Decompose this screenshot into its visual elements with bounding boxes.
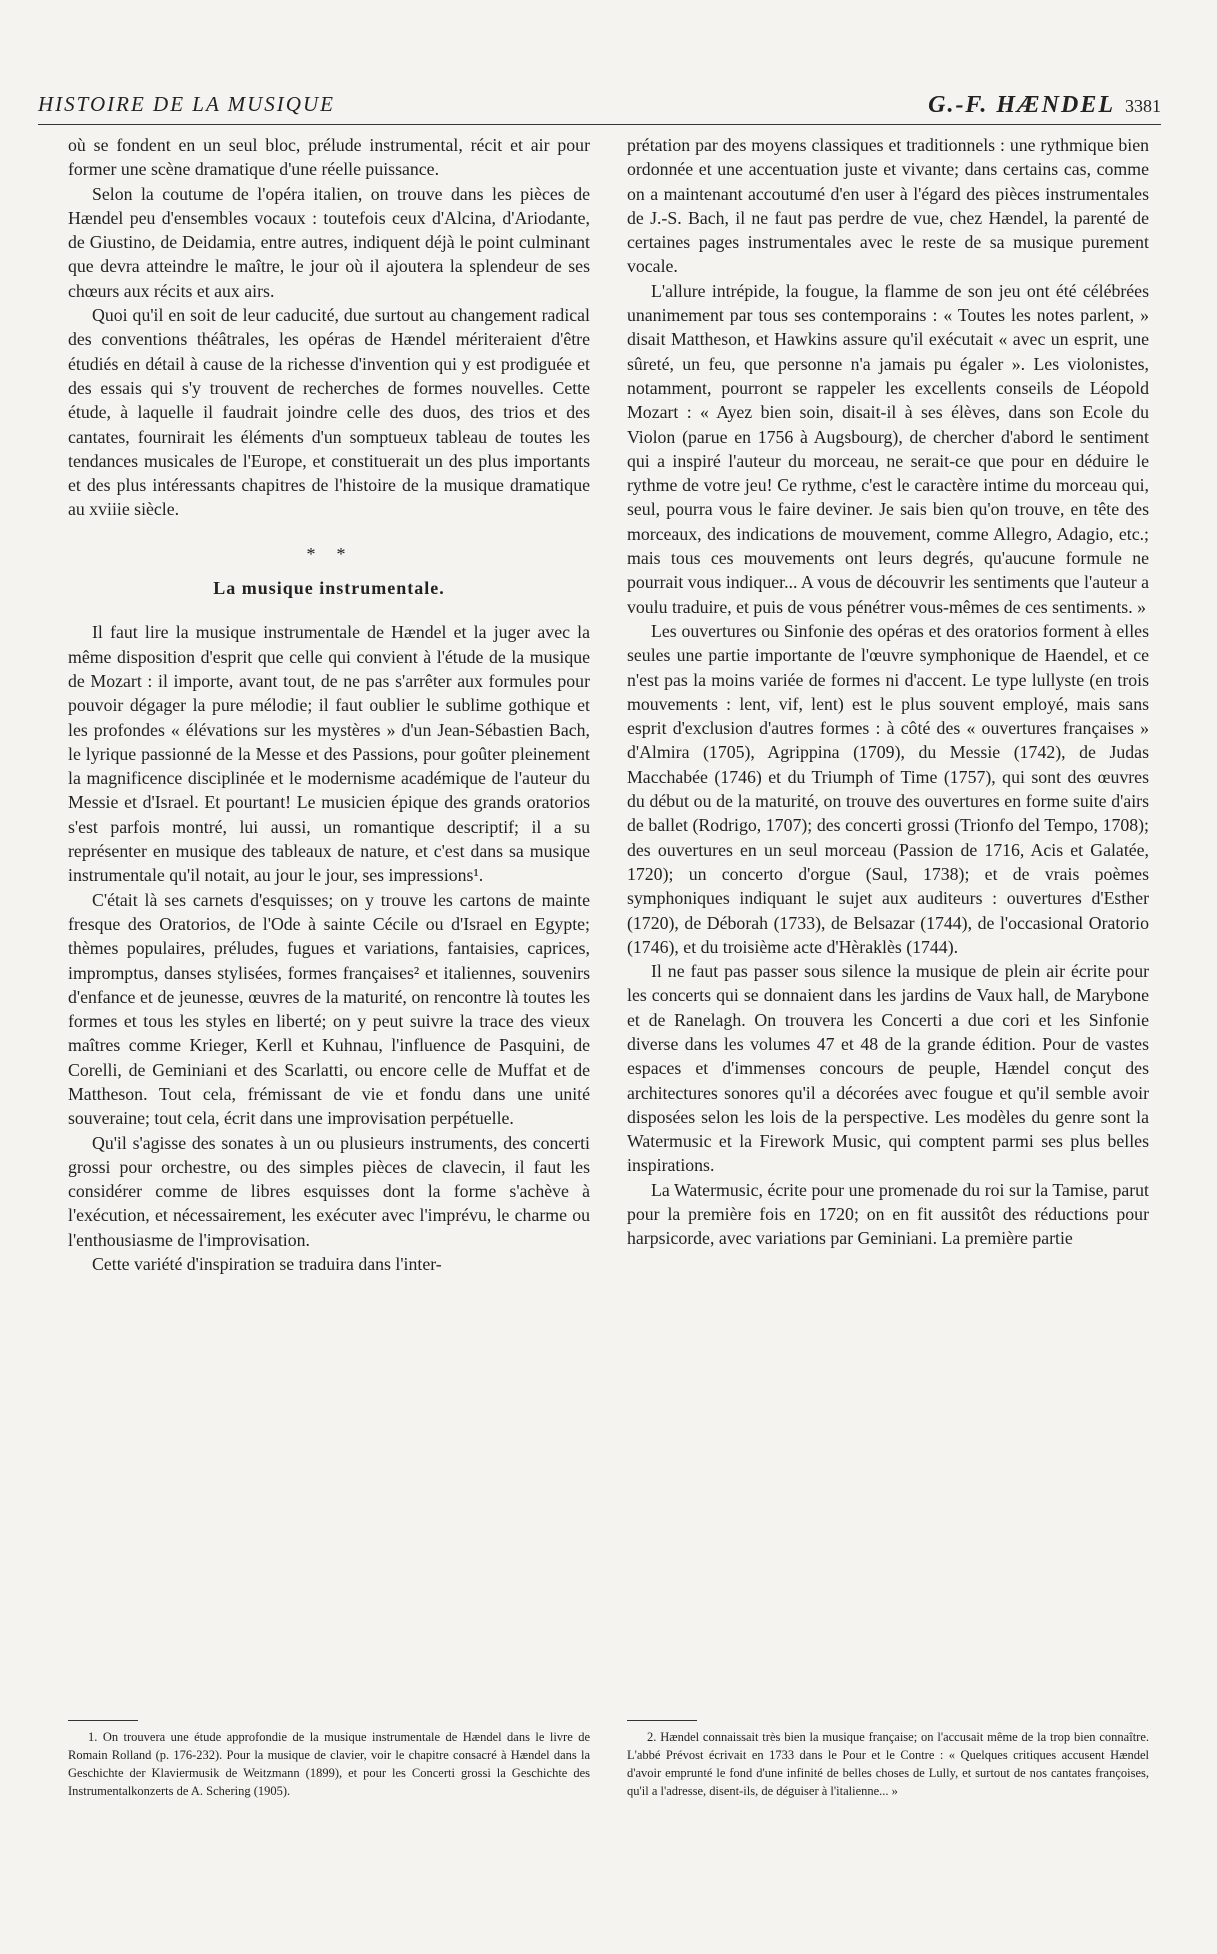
section-title: La musique instrumentale. bbox=[213, 578, 445, 599]
footnote-text: 2. Hændel connaissait très bien la musique française; on l'accusait même de la trop bien connaître. L'abbé Prévost écrivait en 1733 dans le Pour et le Contre : « Quelques critiques accusent Hændel d'avoir emprunté le fond d'une infinité de belles choses de Lully, et surtout de nos cantates françoises, qu'il a l'adresse, disent-ils, de déguiser à l'italienne... » bbox=[627, 1730, 1149, 1798]
paragraph: Quoi qu'il en soit de leur caducité, due surtout au changement radical des conventions théâtrales, les opéras de Hændel mériteraient d'être étudiés en détail à cause de la richesse d'invention qui y est prodiguée et des essais qui s'y trouvent de recherches de formes nouvelles. Cette étude, à laquelle il faudrait joindre celle des duos, des trios et des cantates, fournirait les éléments d'un somptueux tableau de toutes les tendances musicales de l'Europe, et constituerait un des plus importants et des plus intéressants chapitres de l'histoire de la musique dramatique au xviiie siècle. bbox=[68, 305, 590, 520]
paragraph: Qu'il s'agisse des sonates à un ou plusieurs instruments, des concerti grossi pour orchestre, ou des simples pièces de clavecin, il faut les considérer comme de libres esquisses dont la forme s'achève à l'exécution, et nécessairement, les exécuter avec l'imprévu, le charme ou l'enthousiasme de l'improvisation. bbox=[68, 1132, 590, 1250]
paragraph: L'allure intrépide, la fougue, la flamme de son jeu ont été célébrées unanimement par tous ses contemporains : « Toutes les notes parlent, » disait Mattheson, et Hawkins assure qu'il exécutait « avec un esprit, une sûreté, un feu, que personne n'a jamais pu égaler ». Les violonistes, notamment, pourront se rappeler les excellents conseils de Léopold Mozart : « Ayez bien soin, disait-il à ses élèves, dans son Ecole du Violon (parue en 1756 à Augsbourg), de chercher d'abord le sentiment qui a inspiré l'auteur du morceau, ne serait-ce que pour en déduire le rythme de votre jeu! Ce rythme, c'est le caractère intime du morceau qui, seul, pourra vous le faire deviner. Je sais bien qu'on trouve, en tête des morceaux, des indications de mouvement, comme Allegro, Adagio, etc.; mais tous ces mouvements ont leurs degrés, qu'aucune formule ne pourrait vous indiquer... A vous de découvrir les sentiments que l'auteur a voulu traduire, et puis de vous pénétrer vous-mêmes de ces sentiments. » bbox=[627, 280, 1149, 617]
page-number: 3381 bbox=[1125, 96, 1161, 116]
paragraph: Selon la coutume de l'opéra italien, on trouve dans les pièces de Hændel peu d'ensembles vocaux : toutefois ceux d'Alcina, d'Ariodante, de Giustino, de Deidamia, entre autres, indiquent déjà le point culminant que devra atteindre le maître, le jour où il ajoutera la splendeur de ses chœurs aux récits et aux airs. bbox=[68, 183, 590, 301]
right-column bbox=[627, 133, 1149, 1251]
paragraph: prétation par des moyens classiques et traditionnels : une rythmique bien ordonnée et une accentuation juste et vivante; dans certains cas, comme on a maintenant accoutumé d'en user à l'égard des pièces instrumentales de J.-S. Bach, il ne faut pas perdre de vue, chez Hændel, la parenté de certaines pages instrumentales avec le reste de sa musique purement vocale. bbox=[627, 135, 1149, 277]
footnote-2 bbox=[627, 1728, 1149, 1800]
footnote-1 bbox=[68, 1728, 590, 1800]
paragraph: Cette variété d'inspiration se traduira dans l'inter- bbox=[92, 1254, 442, 1275]
section-separator: * * bbox=[306, 543, 352, 564]
paragraph: C'était là ses carnets d'esquisses; on y trouve les cartons de mainte fresque des Oratorios, de l'Ode à sainte Cécile ou d'Israel en Egypte; thèmes populaires, préludes, fugues et variations, fantaisies, caprices, impromptus, danses stylisées, formes françaises² et italiennes, souvenirs d'enfance et de jeunesse, œuvres de la maturité, on rencontre là toutes les formes et tous les styles en liberté; on y peut suivre la trace des vieux maîtres comme Krieger, Kerll et Kuhnau, l'influence de Pasquini, de Corelli, de Geminiani et des Scarlatti, ou encore celle de Muffat et de Mattheson. Tout cela, frémissant de vie et fondu dans une unité souveraine; tout cela, écrit dans une improvisation perpétuelle. bbox=[68, 889, 590, 1129]
header-book-title: HISTOIRE DE LA MUSIQUE bbox=[38, 92, 335, 116]
paragraph: Il ne faut pas passer sous silence la musique de plein air écrite pour les concerts qui se donnaient dans les jardins de Vaux hall, de Marybone et de Ranelagh. On trouvera les Concerti a due cori et les Sinfonie diverse dans les volumes 47 et 48 de la grande édition. Pour de vastes espaces et d'immenses concours de peuple, Hændel conçut des architectures sonores qu'il a décorées avec fougue et qu'il semble avoir disposées selon les lois de la perspective. Les modèles du genre sont la Watermusic et la Firework Music, qui comptent parmi ses plus belles inspirations. bbox=[627, 961, 1149, 1176]
header-chapter-title bbox=[928, 92, 1161, 119]
left-column bbox=[68, 133, 590, 1276]
paragraph: Il faut lire la musique instrumentale de Hændel et la juger avec la même disposition d'esprit que celle qui convient à l'étude de la musique de Mozart : il importe, avant tout, de ne pas s'arrêter aux formules pour pouvoir dégager la pure mélodie; il faut oublier le sublime gothique et les profondes « élévations sur les mystères » d'un Jean-Sébastien Bach, le lyrique passionné de la Messe et des Passions, pour goûter pleinement la magnificence disciplinée et le modernisme académique de l'auteur du Messie et d'Israel. Et pourtant! Le musicien épique des grands oratorios s'est parfois montré, lui aussi, un romantique descriptif; il a su représenter en musique des tableaux de nature, et c'est dans sa musique instrumentale qu'il notait, au jour le jour, ses impressions¹. bbox=[68, 622, 590, 886]
running-header bbox=[38, 92, 1161, 126]
header-chapter-name: G.-F. HÆNDEL bbox=[928, 92, 1115, 118]
paragraph: Les ouvertures ou Sinfonie des opéras et des oratorios forment à elles seules une partie importante de l'œuvre symphonique de Haendel, et ce n'est pas la moins variée de formes ni d'accent. Le type lullyste (en trois mouvements : lent, vif, lent) est le plus souvent employé, mais sans esprit d'exclusion d'autres formes : à côté des « ouvertures françaises » d'Almira (1705), Agrippina (1709), du Messie (1742), de Judas Macchabée (1746) et du Triumph of Time (1757), qui sont des œuvres du début ou de la maturité, on trouve des ouvertures en forme suite d'airs de ballet (Rodrigo, 1707); des concerti grossi (Trionfo del Tempo, 1708); des ouvertures en un seul morceau (Passion de 1716, Acis et Galatée, 1720); un concerto d'orgue (Saul, 1738); et de vrais poèmes symphoniques indiquant le sujet aux auditeurs : ouvertures d'Esther (1720), de Déborah (1733), de Belsazar (1744), de l'occasional Oratorio (1746), et du troisième acte d'Hèraklès (1744). bbox=[627, 620, 1149, 957]
footnote-rule bbox=[68, 1720, 138, 1721]
paragraph: où se fondent en un seul bloc, prélude instrumental, récit et air pour former une scène dramatique d'une réelle puissance. bbox=[68, 135, 590, 180]
footnote-rule bbox=[627, 1720, 697, 1721]
footnote-text: 1. On trouvera une étude approfondie de la musique instrumentale de Hændel dans le livre de Romain Rolland (p. 176-232). Pour la musique de clavier, voir le chapitre consacré à Hændel dans la Geschichte der Klaviermusik de Weitzmann (1899), et pour les Concerti grossi la Geschichte des Instrumentalkonzerts de A. Schering (1905). bbox=[68, 1730, 590, 1798]
header-rule bbox=[38, 124, 1161, 125]
paragraph: La Watermusic, écrite pour une promenade du roi sur la Tamise, parut pour la première fois en 1720; on en fit aussitôt des réductions pour harpsicorde, avec variations par Geminiani. La première partie bbox=[627, 1179, 1149, 1249]
